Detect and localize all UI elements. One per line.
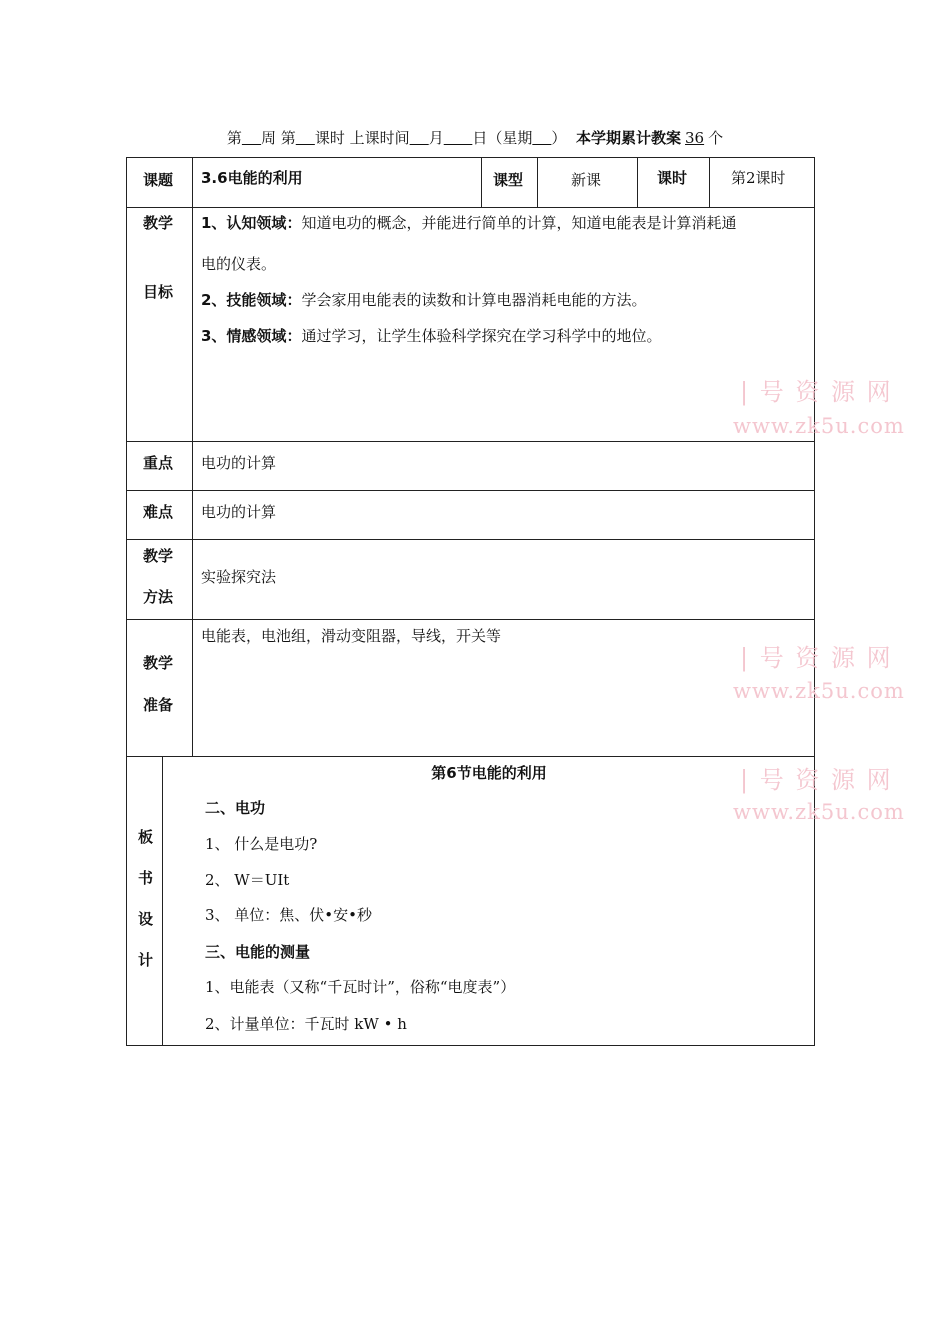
row-divider (126, 441, 815, 442)
method-label-bottom: 方法 (143, 588, 174, 606)
row-divider (126, 490, 815, 491)
header-cumulative-count: 36 (685, 129, 705, 147)
objectives-label-top: 教学 (143, 214, 174, 232)
board-section-heading: 三、电能的测量 (205, 943, 311, 961)
watermark-url: www.zk5u.com (733, 800, 905, 824)
prep-value: 电能表，电池组，滑动变阻器，导线，开关等 (201, 627, 502, 645)
objective-item (201, 325, 661, 346)
lesson-header (0, 127, 950, 148)
board-list-item: 2、计量单位：千瓦时 kW • h (205, 1015, 407, 1033)
type-value: 新课 (571, 171, 602, 189)
column-divider (481, 157, 482, 207)
column-divider (709, 157, 710, 207)
difficulty-label: 难点 (143, 503, 174, 521)
method-value: 实验探究法 (201, 568, 277, 586)
row-divider (126, 207, 815, 208)
hours-value: 第2课时 (731, 169, 786, 187)
watermark-url: www.zk5u.com (733, 679, 905, 703)
key-point-label: 重点 (143, 454, 174, 472)
header-unit: 个 (708, 129, 724, 147)
board-label-char: 设 (138, 910, 154, 928)
board-list-item: 3、 单位：焦、伏•安•秒 (205, 906, 373, 924)
watermark-url: www.zk5u.com (733, 414, 905, 438)
board-title: 第6节电能的利用 (431, 764, 547, 782)
row-divider (126, 756, 815, 757)
column-divider (162, 756, 163, 1046)
prep-label-top: 教学 (143, 654, 174, 672)
objective-head: 1、认知领域： (201, 214, 302, 232)
board-label-char: 板 (138, 828, 154, 846)
hours-label: 课时 (657, 169, 688, 187)
type-label: 课型 (493, 171, 524, 189)
header-time-label: 课时 上课时间 (314, 129, 410, 147)
objective-head: 3、情感领域： (201, 327, 302, 345)
board-list-item: 2、 W＝UIt (205, 871, 290, 889)
row-divider (126, 619, 815, 620)
method-label-top: 教学 (143, 547, 174, 565)
watermark-cn: | 号 资 源 网 (740, 766, 893, 794)
topic-value: 3.6电能的利用 (201, 169, 303, 187)
column-divider (192, 157, 193, 756)
watermark-cn: | 号 资 源 网 (740, 378, 893, 406)
objective-item (201, 289, 646, 310)
row-divider (126, 539, 815, 540)
objective-item-continued: 电的仪表。 (201, 255, 277, 273)
header-week-prefix: 第 (226, 129, 242, 147)
header-week-blank (242, 129, 261, 147)
objective-text: 通过学习，让学生体验科学探究在学习科学中的地位。 (301, 327, 662, 345)
objective-head: 2、技能领域： (201, 291, 302, 309)
board-list-item: 1、 什么是电功? (205, 835, 318, 853)
header-day-blank (444, 129, 473, 147)
objective-text: 学会家用电能表的读数和计算电器消耗电能的方法。 (301, 291, 647, 309)
objective-item (201, 212, 736, 233)
header-close: ） (551, 129, 567, 147)
prep-label-bottom: 准备 (143, 696, 174, 714)
objective-text: 知道电功的概念，并能进行简单的计算，知道电能表是计算消耗通 (301, 214, 737, 232)
topic-label: 课题 (143, 171, 174, 189)
objectives-label-bottom: 目标 (143, 283, 174, 301)
column-divider (637, 157, 638, 207)
header-weekday-blank (532, 129, 551, 147)
header-week-label: 周 第 (260, 129, 296, 147)
column-divider (537, 157, 538, 207)
difficulty-value: 电功的计算 (201, 503, 277, 521)
board-label-char: 书 (138, 869, 154, 887)
key-point-value: 电功的计算 (201, 454, 277, 472)
header-day-label: 日（星期 (472, 129, 533, 147)
header-month-blank (410, 129, 429, 147)
watermark-cn: | 号 资 源 网 (740, 644, 893, 672)
header-period-blank (296, 129, 315, 147)
board-label-char: 计 (138, 951, 154, 969)
board-section-heading: 二、电功 (205, 799, 266, 817)
board-list-item: 1、电能表（又称“千瓦时计”，俗称“电度表”） (205, 978, 516, 996)
header-month-label: 月 (428, 129, 444, 147)
header-cumulative-label: 本学期累计教案 (575, 129, 681, 147)
